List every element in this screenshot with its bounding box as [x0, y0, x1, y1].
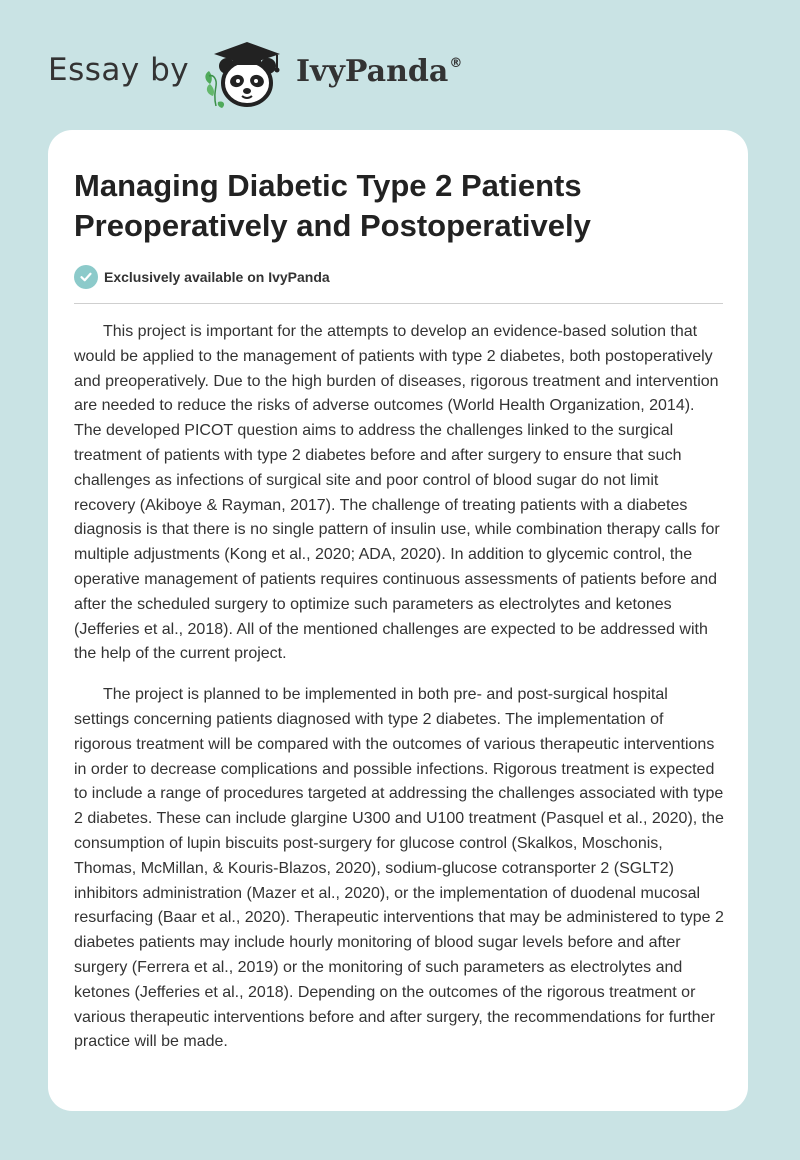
site-header [0, 0, 800, 130]
essay-body [74, 320, 724, 1071]
paragraph: This project is important for the attempts to develop an evidence-based solution that would be applied to the management of patients with type 2 diabetes, both postoperatively and preoperatively. Due to the high burden of diseases, rigorous treatment and intervention are needed to reduce the risks of adverse outcomes (World Health Organization, 2014). The developed PICOT question aims to address the challenges linked to the surgical treatment of patients with type 2 diabetes before and after surgery to ensure that such challenges as infections of surgical site and poor control of blood sugar do not limit recovery (Akiboye & Rayman, 2017). The challenge of treating patients with a diabetes diagnosis is that there is no single pattern of insulin use, while combination therapy calls for multiple adjustments (Kong et al., 2020; ADA, 2020). In addition to glycemic control, the operative management of patients requires continuous assessments of patients before and after the scheduled surgery to optimize such parameters as electrolytes and ketones (Jefferies et al., 2018). All of the mentioned challenges are expected to be addressed with the help of the current project. [74, 323, 720, 663]
ivypanda-logo-icon [200, 36, 292, 110]
essay-title: Managing Diabetic Type 2 Patients Preoperatively and Postoperatively [74, 168, 591, 243]
registered-mark: ® [449, 56, 463, 71]
essay-by-label: Essay by [48, 52, 190, 88]
brand-name [296, 54, 462, 89]
check-circle-icon [74, 265, 98, 289]
exclusive-badge [74, 264, 330, 290]
exclusive-badge-label: Exclusively available on IvyPanda [104, 269, 330, 285]
paragraph: The project is planned to be implemented in both pre- and post-surgical hospital settings concerning patients diagnosed with type 2 diabetes. The implementation of rigorous treatment will be compared with the outcomes of various therapeutic interventions in order to decrease complications and possible infections. Rigorous treatment is expected to include a range of procedures targeted at addressing the challenges associated with type 2 diabetes. These can include glargine U300 and U100 treatment (Pasquel et al., 2020), the consumption of lupin biscuits post-surgery for glucose control (Skalkos, Moschonis, Thomas, McMillan, & Kouris-Blazos, 2020), sodium-glucose cotransporter 2 (SGLT2) inhibitors administration (Mazer et al., 2020), or the implementation of duodenal mucosal resurfacing (Baar et al., 2020). Therapeutic interventions that may be administered to type 2 diabetes patients may include hourly monitoring of blood sugar levels before and after surgery (Ferrera et al., 2019) or the monitoring of such parameters as electrolytes and ketones (Jefferies et al., 2018). Depending on the outcomes of the rigorous treatment or various therapeutic interventions before and after surgery, the recommendations for further practice will be made. [74, 686, 724, 1051]
essay-card [48, 130, 748, 1111]
title-divider [74, 303, 723, 304]
brand-name-text: IvyPanda [296, 54, 449, 89]
